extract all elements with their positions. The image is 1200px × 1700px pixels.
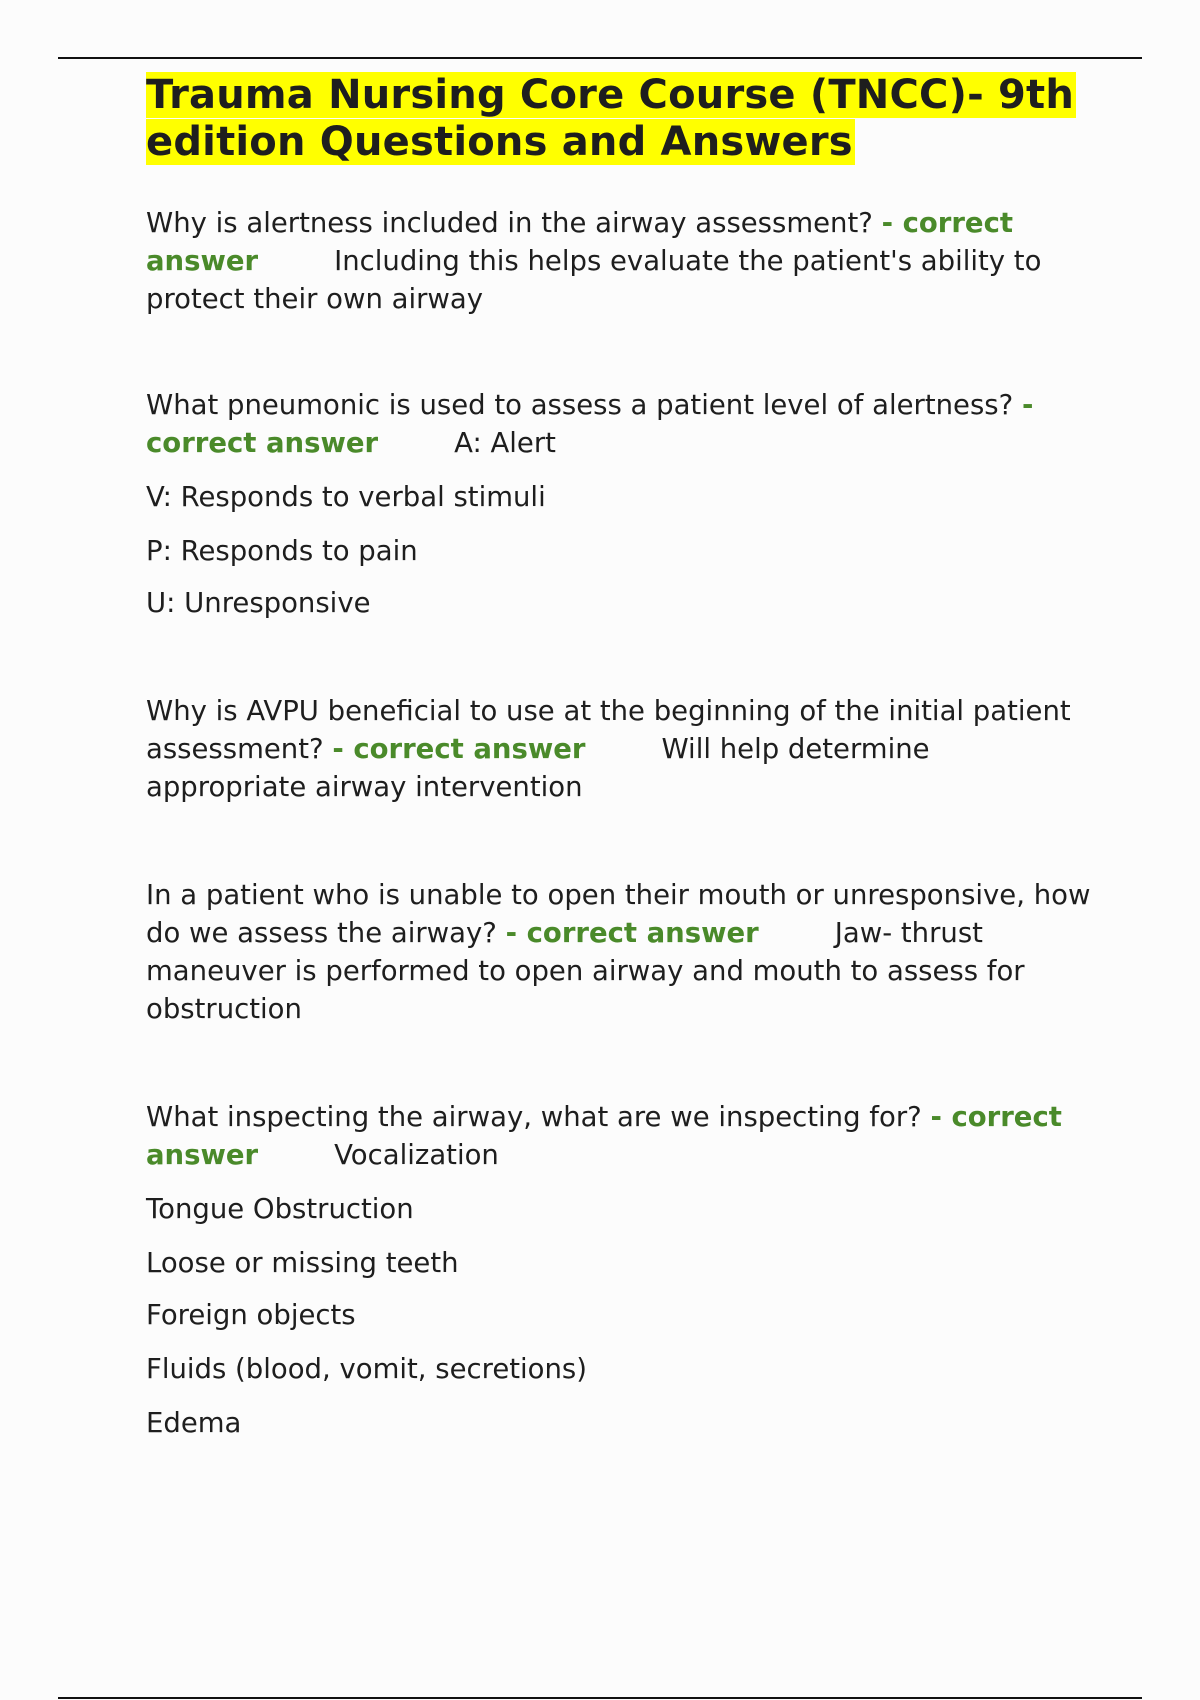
correct-answer-tag: - correct answer <box>146 207 1014 277</box>
question-text: What inspecting the airway, what are we inspecting for? <box>146 1101 922 1133</box>
qa-item <box>146 876 1096 1028</box>
bottom-rule <box>58 1697 1142 1699</box>
answer-line: Tongue Obstruction <box>146 1193 414 1225</box>
answer-text: Vocalization <box>334 1139 499 1171</box>
correct-answer-tag: - correct answer <box>332 733 586 765</box>
answer-text: A: Alert <box>454 427 556 459</box>
correct-answer-tag: - correct answer <box>146 1101 1062 1171</box>
question-text: Why is AVPU beneficial to use at the beginning of the initial patient assessment? <box>146 695 1071 765</box>
question-text: What pneumonic is used to assess a patient level of alertness? <box>146 389 1014 421</box>
qa-item <box>146 386 1096 462</box>
correct-answer-tag: - correct answer <box>505 917 759 949</box>
answer-line: U: Unresponsive <box>146 587 371 619</box>
qa-item <box>146 1098 1096 1174</box>
qa-item <box>146 692 1096 806</box>
question-text: Why is alertness included in the airway assessment? <box>146 207 873 239</box>
document-title: Trauma Nursing Core Course (TNCC)- 9th edition Questions and Answers <box>146 72 1075 165</box>
question-text: In a patient who is unable to open their mouth or unresponsive, how do we assess the airway? <box>146 879 1091 949</box>
top-rule <box>58 57 1142 59</box>
correct-answer-tag: - correct answer <box>146 389 1034 459</box>
answer-line: Edema <box>146 1407 242 1439</box>
answer-line: V: Responds to verbal stimuli <box>146 481 546 513</box>
answer-line: Loose or missing teeth <box>146 1247 459 1279</box>
answer-text: Including this helps evaluate the patient's ability to protect their own airway <box>146 245 1042 315</box>
qa-item <box>146 204 1096 318</box>
answer-line: P: Responds to pain <box>146 535 418 567</box>
answer-line: Fluids (blood, vomit, secretions) <box>146 1353 587 1385</box>
answer-text: Will help determine appropriate airway intervention <box>146 733 930 803</box>
answer-text: Jaw- thrust maneuver is performed to open airway and mouth to assess for obstruction <box>146 917 1025 1025</box>
document-page <box>146 72 1096 1442</box>
answer-line: Foreign objects <box>146 1299 356 1331</box>
